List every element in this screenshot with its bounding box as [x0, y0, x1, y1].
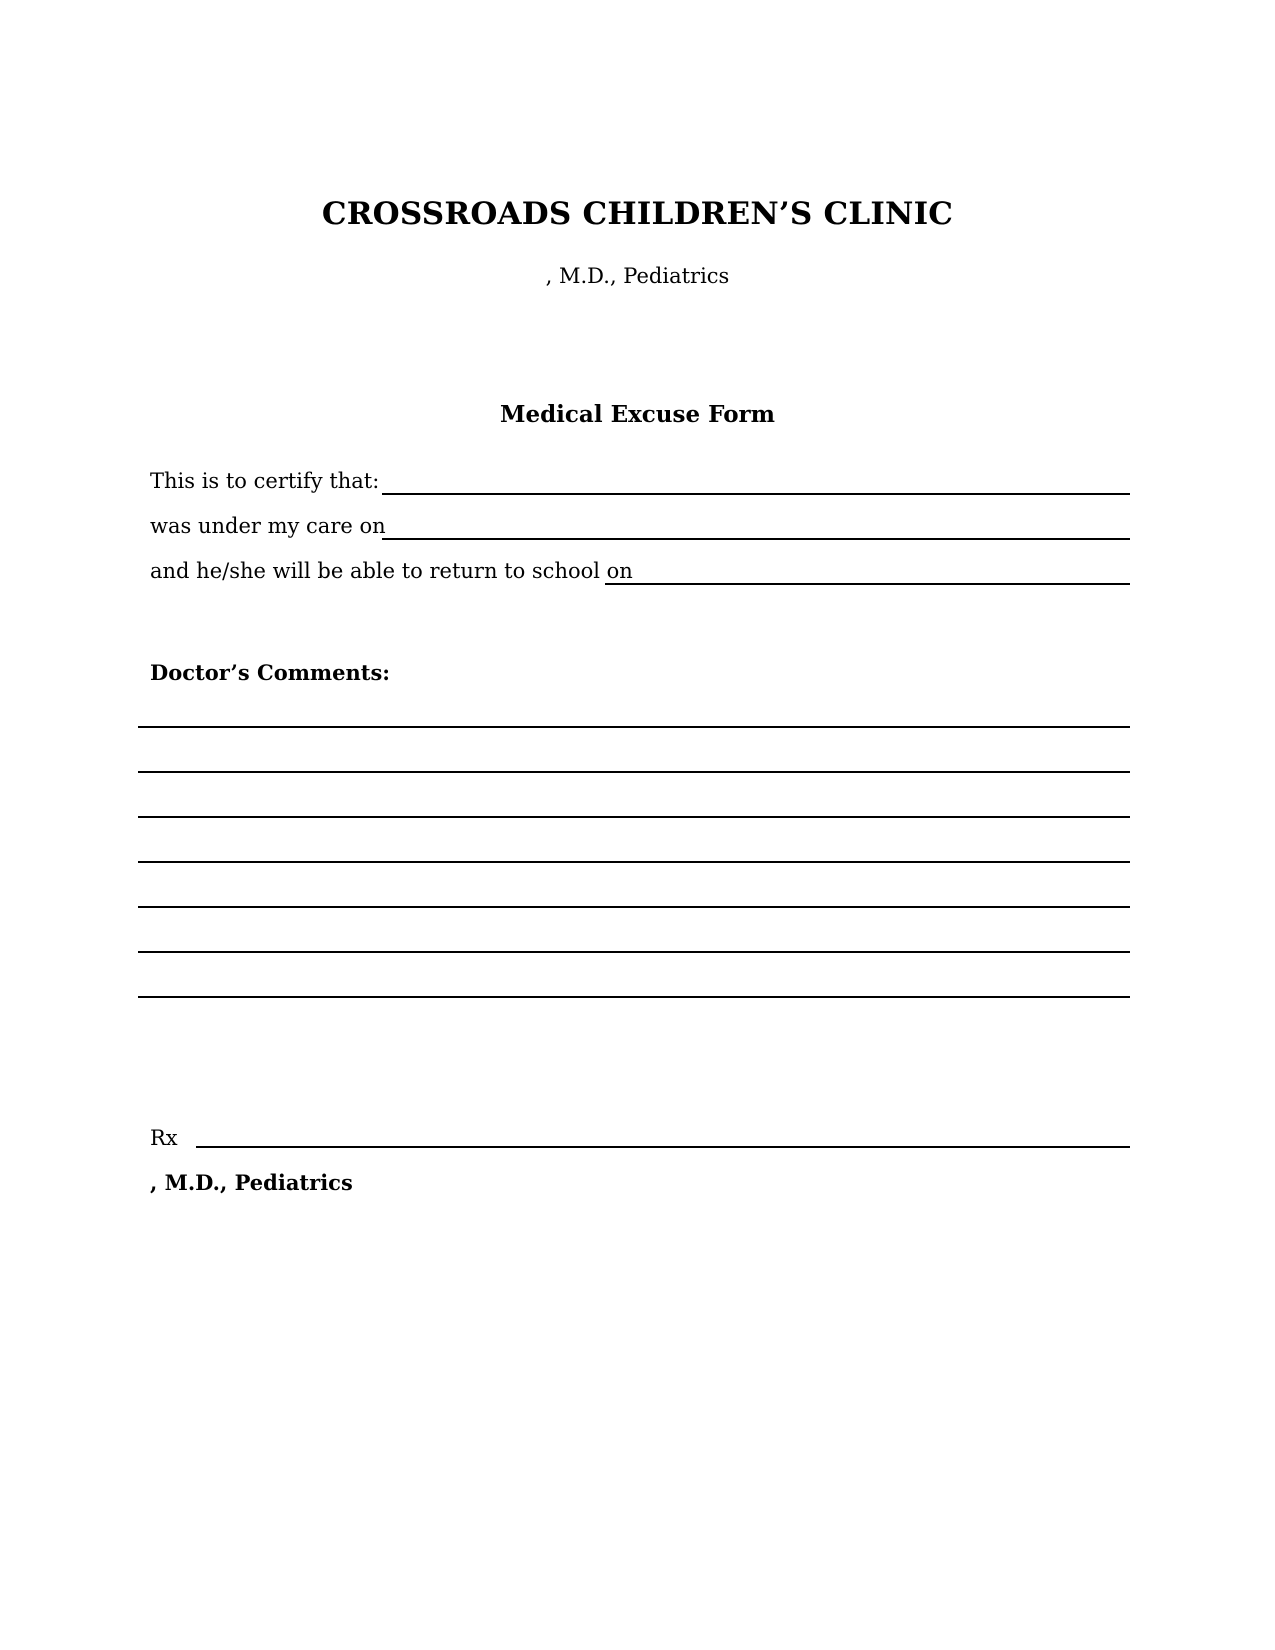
- signature-name: , M.D., Pediatrics: [150, 1170, 353, 1195]
- clinic-name: CROSSROADS CHILDREN’S CLINIC: [321, 196, 954, 232]
- care-date-line[interactable]: [382, 538, 1130, 540]
- comment-line[interactable]: [138, 771, 1130, 773]
- rx-label: Rx: [150, 1126, 178, 1150]
- certify-name-line[interactable]: [382, 493, 1130, 495]
- comment-line[interactable]: [138, 726, 1130, 728]
- certify-label: This is to certify that:: [150, 469, 380, 493]
- comment-line[interactable]: [138, 861, 1130, 863]
- rx-signature-line[interactable]: [196, 1146, 1130, 1148]
- clinic-subtitle: , M.D., Pediatrics: [545, 264, 730, 288]
- comment-line[interactable]: [138, 996, 1130, 998]
- return-date-line[interactable]: [605, 583, 1130, 585]
- comment-line[interactable]: [138, 816, 1130, 818]
- return-date-label: and he/she will be able to return to school on: [150, 559, 633, 583]
- comment-line[interactable]: [138, 951, 1130, 953]
- comments-heading: Doctor’s Comments:: [150, 660, 391, 685]
- care-date-label: was under my care on: [150, 514, 386, 538]
- form-title: Medical Excuse Form: [500, 401, 775, 428]
- comment-line[interactable]: [138, 906, 1130, 908]
